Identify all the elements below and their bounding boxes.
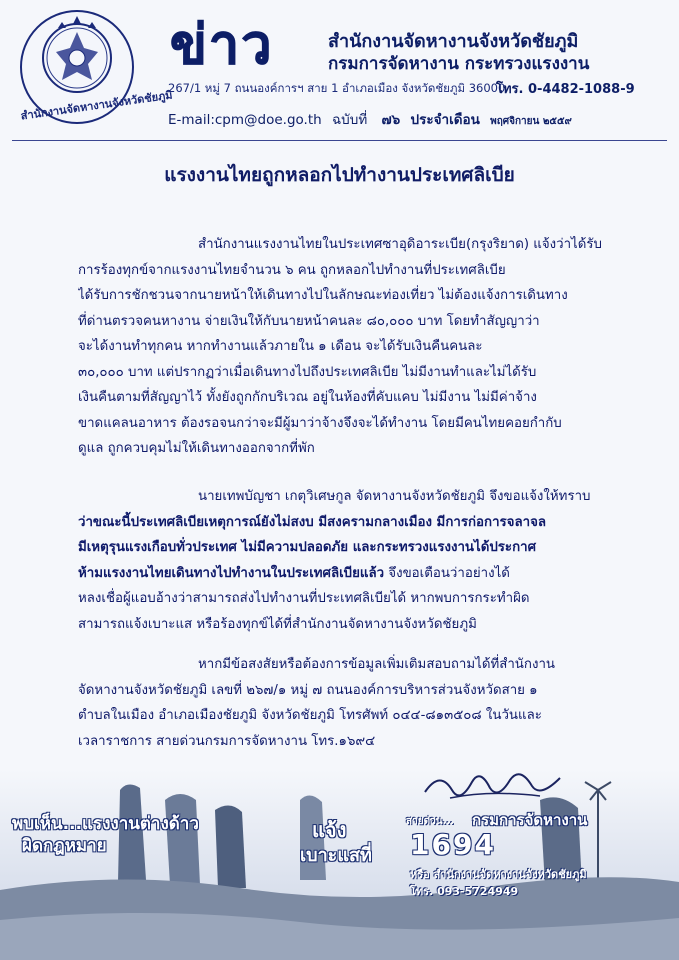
department-name: กรมการจัดหางาน กระทรวงแรงงาน bbox=[328, 54, 590, 74]
month-value: พฤศจิกายน ๒๕๕๙ bbox=[490, 116, 572, 127]
paragraph-line: ว่าขณะนี้ประเทศลิเบียเหตุการณ์ยังไม่สงบ มีสงครามกลางเมือง มีการก่อการจลาจล bbox=[78, 514, 547, 530]
news-heading: ข่าว bbox=[170, 13, 274, 76]
paragraph-line: จะได้งานทำทุกคน หากทำงานแล้วภายใน ๑ เดือน จะได้รับเงินคืนคนละ bbox=[78, 339, 483, 354]
hotline-org: กรมการจัดหางาน bbox=[472, 811, 588, 829]
slogan-line-1: พบเห็น...แรงงานต่างด้าว bbox=[12, 814, 199, 834]
paragraph-line: นายเทพบัญชา เกตุวิเศษกูล จัดหางานจังหวัดชัยภูมิ จึงขอแจ้งให้ทราบ bbox=[198, 489, 591, 504]
paragraph-line: การร้องทุกข์จากแรงงานไทยจำนวน ๖ คน ถูกหลอกไปทำงานที่ประเทศลิเบีย bbox=[78, 262, 506, 278]
paragraph-line: ขาดแคลนอาหาร ต้องรอจนกว่าจะมีผู้มาว่าจ้างจึงจะได้ทำงาน โดยมีคนไทยคอยกำกับ bbox=[78, 415, 562, 431]
paragraph-1 bbox=[78, 232, 638, 462]
ban-notice: ห้ามแรงงานไทยเดินทางไปทำงานในประเทศลิเบียแล้ว bbox=[78, 565, 385, 581]
paragraph-line bbox=[78, 561, 638, 587]
slogan-line-2: ผิดกฎหมาย bbox=[22, 836, 107, 856]
signature-icon bbox=[420, 760, 570, 810]
paragraph-line: เวลาราชการ สายด่วนกรมการจัดหางาน โทร.๑๖๙๔ bbox=[78, 733, 376, 749]
paragraph-line: ตำบลในเมือง อำเภอเมืองชัยภูมิ จังหวัดชัยภูมิ โทรศัพท์ ๐๔๔-๘๑๓๕๐๘ ในวันและ bbox=[78, 708, 542, 723]
paragraph-line: ที่ด่านตรวจคนหางาน จ่ายเงินให้กับนายหน้าคนละ ๘๐,๐๐๐ บาท โดยทำสัญญาว่า bbox=[78, 313, 540, 329]
hotline-number: 1694 bbox=[410, 828, 496, 861]
paragraph-line: หากมีข้อสงสัยหรือต้องการข้อมูลเพิ่มเติมสอบถามได้ที่สำนักงาน bbox=[198, 657, 555, 672]
office-address: 267/1 หมู่ 7 ถนนองค์การฯ สาย 1 อำเภอเมือง จังหวัดชัยภูมิ 36000 bbox=[168, 81, 506, 95]
alt-phone: โทร. 093-5724949 bbox=[410, 885, 519, 898]
email-issue-row bbox=[168, 108, 578, 130]
paragraph-2 bbox=[78, 484, 638, 637]
hotline-label: สายด่วน... bbox=[406, 816, 454, 827]
paragraph-line: ดูแล ถูกควบคุมไม่ให้เดินทางออกจากที่พัก bbox=[78, 441, 315, 456]
office-name: สำนักงานจัดหางานจังหวัดชัยภูมิ bbox=[328, 31, 579, 52]
report-line-1: แจ้ง bbox=[312, 818, 347, 842]
news-title: แรงงานไทยถูกหลอกไปทำงานประเทศลิเบีย bbox=[164, 164, 515, 186]
paragraph-line: จัดหางานจังหวัดชัยภูมิ เลขที่ ๒๖๗/๑ หมู่ ๗ ถนนองค์การบริหารส่วนจังหวัดสาย ๑ bbox=[78, 682, 538, 698]
month-label: ประจำเดือน bbox=[410, 112, 480, 128]
alt-contact: หรือ สำนักงานจัดหางานจังหวัดชัยภูมิ bbox=[410, 868, 587, 881]
email-address: E-mail:cpm@doe.go.th bbox=[168, 112, 322, 128]
paragraph-line: ได้รับการชักชวนจากนายหน้าให้เดินทางไปในลักษณะท่องเที่ยว ไม่ต้องแจ้งการเดินทาง bbox=[78, 288, 568, 303]
paragraph-line: สำนักงานแรงงานไทยในประเทศซาอุดิอาระเบีย(กรุงริยาด) แจ้งว่าได้รับ bbox=[198, 237, 602, 252]
header-divider bbox=[12, 140, 667, 141]
hotline-banner bbox=[0, 770, 679, 960]
issue-label: ฉบับที่ bbox=[331, 112, 368, 128]
paragraph-line: หลงเชื่อผู้แอบอ้างว่าสามารถส่งไปทำงานที่ประเทศลิเบียได้ หากพบการกระทำผิด bbox=[78, 591, 530, 606]
issue-number: ๗๖ bbox=[381, 112, 401, 128]
office-phone: โทร. 0-4482-1088-9 bbox=[496, 82, 635, 97]
report-line-2: เบาะแสที่ bbox=[300, 845, 372, 866]
paragraph-line: เงินคืนตามที่สัญญาไว้ ทั้งยังถูกกักบริเวณ อยู่ในห้องที่คับแคบ ไม่มีงาน ไม่มีค่าจ้าง bbox=[78, 390, 537, 405]
warning-text: จึงขอเตือนว่าอย่างได้ bbox=[384, 565, 510, 581]
paragraph-line: มีเหตุรุนแรงเกือบทั่วประเทศ ไม่มีความปลอดภัย และกระทรวงแรงงานได้ประกาศ bbox=[78, 540, 537, 555]
paragraph-3 bbox=[78, 652, 638, 754]
paragraph-line: ๓๐,๐๐๐ บาท แต่ปรากฏว่าเมื่อเดินทางไปถึงประเทศลิเบีย ไม่มีงานทำและไม่ได้รับ bbox=[78, 364, 537, 380]
paragraph-line: สามารถแจ้งเบาะแส หรือร้องทุกข์ได้ที่สำนักงานจัดหางานจังหวัดชัยภูมิ bbox=[78, 616, 477, 632]
seal-caption: สำนักงานจัดหางานจังหวัดชัยภูมิ bbox=[19, 88, 174, 123]
